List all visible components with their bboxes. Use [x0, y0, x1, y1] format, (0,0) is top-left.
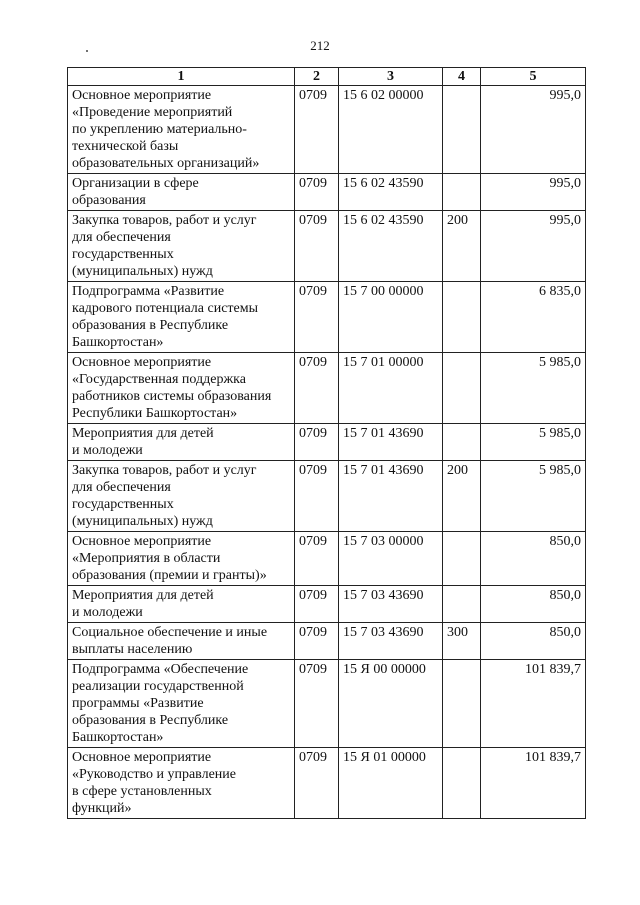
row-expense-type-cell: [443, 532, 481, 586]
table-row: [68, 623, 586, 660]
row-name-cell: Социальное обеспечение и иные выплаты населению: [68, 623, 295, 660]
table-row: [68, 282, 586, 353]
row-amount-cell: 101 839,7: [481, 748, 586, 819]
row-name-cell: Организации в сфере образования: [68, 174, 295, 211]
row-target-code-cell: 15 6 02 43590: [339, 211, 443, 282]
row-section-cell: 0709: [295, 532, 339, 586]
budget-table: [67, 67, 586, 819]
row-target-code-cell: 15 7 00 00000: [339, 282, 443, 353]
page-number: 212: [310, 38, 330, 53]
row-target-code-cell: 15 6 02 43590: [339, 174, 443, 211]
column-header-4: 4: [443, 68, 481, 86]
row-name-cell: Мероприятия для детей и молодежи: [68, 424, 295, 461]
row-target-code-cell: 15 7 01 43690: [339, 461, 443, 532]
row-amount-cell: 995,0: [481, 211, 586, 282]
table-row: [68, 174, 586, 211]
table-row: [68, 461, 586, 532]
table-row: [68, 424, 586, 461]
row-target-code-cell: 15 7 01 43690: [339, 424, 443, 461]
table-row: [68, 748, 586, 819]
row-section-cell: 0709: [295, 586, 339, 623]
row-section-cell: 0709: [295, 86, 339, 174]
column-header-2: 2: [295, 68, 339, 86]
row-section-cell: 0709: [295, 623, 339, 660]
row-amount-cell: 995,0: [481, 86, 586, 174]
row-expense-type-cell: [443, 282, 481, 353]
row-expense-type-cell: [443, 586, 481, 623]
table-row: [68, 586, 586, 623]
row-amount-cell: 850,0: [481, 586, 586, 623]
row-expense-type-cell: [443, 174, 481, 211]
row-section-cell: 0709: [295, 461, 339, 532]
table-header-row: [68, 68, 586, 86]
row-amount-cell: 850,0: [481, 532, 586, 586]
table-row: [68, 532, 586, 586]
row-section-cell: 0709: [295, 660, 339, 748]
row-target-code-cell: 15 Я 01 00000: [339, 748, 443, 819]
scan-speck: [86, 50, 88, 52]
row-name-cell: Закупка товаров, работ и услуг для обеспечения государственных (муниципальных) нужд: [68, 461, 295, 532]
row-expense-type-cell: [443, 86, 481, 174]
row-section-cell: 0709: [295, 211, 339, 282]
row-section-cell: 0709: [295, 282, 339, 353]
row-expense-type-cell: [443, 353, 481, 424]
table-row: [68, 211, 586, 282]
row-target-code-cell: 15 6 02 00000: [339, 86, 443, 174]
table-body: [68, 86, 586, 819]
row-name-cell: Основное мероприятие «Государственная поддержка работников системы образования Республики Башкортостан»: [68, 353, 295, 424]
row-amount-cell: 5 985,0: [481, 424, 586, 461]
row-name-cell: Основное мероприятие «Мероприятия в области образования (премии и гранты)»: [68, 532, 295, 586]
column-header-3: 3: [339, 68, 443, 86]
row-section-cell: 0709: [295, 353, 339, 424]
row-expense-type-cell: 300: [443, 623, 481, 660]
row-amount-cell: 6 835,0: [481, 282, 586, 353]
row-section-cell: 0709: [295, 174, 339, 211]
row-expense-type-cell: 200: [443, 211, 481, 282]
row-expense-type-cell: 200: [443, 461, 481, 532]
row-section-cell: 0709: [295, 424, 339, 461]
row-amount-cell: 850,0: [481, 623, 586, 660]
row-name-cell: Основное мероприятие «Проведение мероприятий по укреплению материально- технической базы образовательных организаций»: [68, 86, 295, 174]
column-header-1: 1: [68, 68, 295, 86]
row-name-cell: Подпрограмма «Развитие кадрового потенциала системы образования в Республике Башкортостан»: [68, 282, 295, 353]
row-target-code-cell: 15 Я 00 00000: [339, 660, 443, 748]
row-expense-type-cell: [443, 660, 481, 748]
row-name-cell: Подпрограмма «Обеспечение реализации государственной программы «Развитие образования в Республике Башкортостан»: [68, 660, 295, 748]
row-target-code-cell: 15 7 01 00000: [339, 353, 443, 424]
row-amount-cell: 101 839,7: [481, 660, 586, 748]
column-header-5: 5: [481, 68, 586, 86]
row-target-code-cell: 15 7 03 00000: [339, 532, 443, 586]
row-target-code-cell: 15 7 03 43690: [339, 623, 443, 660]
row-target-code-cell: 15 7 03 43690: [339, 586, 443, 623]
row-amount-cell: 5 985,0: [481, 461, 586, 532]
row-name-cell: Мероприятия для детей и молодежи: [68, 586, 295, 623]
table-row: [68, 86, 586, 174]
table-row: [68, 353, 586, 424]
row-name-cell: Основное мероприятие «Руководство и управление в сфере установленных функций»: [68, 748, 295, 819]
row-amount-cell: 995,0: [481, 174, 586, 211]
row-name-cell: Закупка товаров, работ и услуг для обеспечения государственных (муниципальных) нужд: [68, 211, 295, 282]
table-row: [68, 660, 586, 748]
row-section-cell: 0709: [295, 748, 339, 819]
row-amount-cell: 5 985,0: [481, 353, 586, 424]
row-expense-type-cell: [443, 748, 481, 819]
row-expense-type-cell: [443, 424, 481, 461]
